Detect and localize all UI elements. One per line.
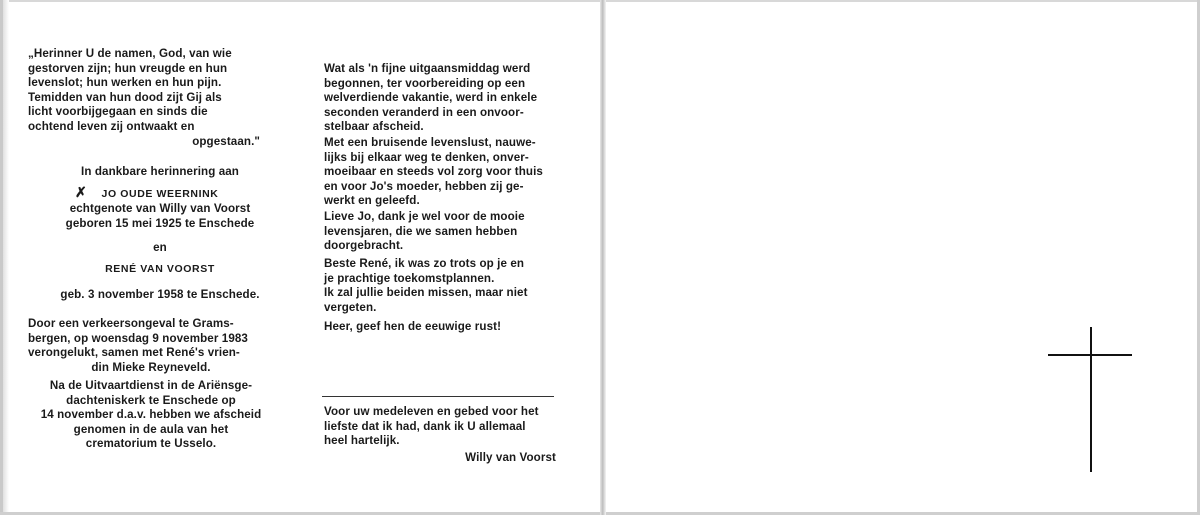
- deceased-name-jo: [40, 184, 280, 202]
- text-line: 14 november d.a.v. hebben we afscheid: [40, 408, 262, 422]
- text-line: doorgebracht.: [324, 239, 404, 253]
- text-line: Met een bruisende levenslust, nauwe-: [324, 136, 536, 149]
- middle-paragraph-2: [324, 136, 564, 209]
- card-fold: [600, 0, 606, 515]
- quote-line: ochtend leven zij ontwaakt en: [28, 119, 195, 133]
- text-line: moeibaar en steeds vol zorg voor thuis: [324, 165, 543, 179]
- text-line: werkt en geleefd.: [324, 194, 420, 208]
- middle-paragraph-4: [324, 257, 564, 315]
- text-line: welverdiende vakantie, werd in enkele: [324, 91, 538, 105]
- cross-horizontal-bar: [1048, 354, 1132, 356]
- text-line: stelbaar afscheid.: [324, 120, 424, 134]
- thanks-paragraph: [324, 405, 564, 449]
- text-line: lijks bij elkaar weg te denken, onver-: [324, 150, 529, 164]
- text-line: Ik zal jullie beiden missen, maar niet: [324, 286, 528, 300]
- text-line: bergen, op woensdag 9 november 1983: [28, 331, 248, 345]
- quote-line: levenslot; hun werken en hun pijn.: [28, 76, 222, 90]
- text-line: verongelukt, samen met René's vrien-: [28, 346, 240, 360]
- text-line: levensjaren, die we samen hebben: [324, 224, 518, 238]
- text-line: din Mieke Reyneveld.: [91, 360, 211, 374]
- funeral-paragraph: [28, 379, 274, 452]
- divider-line: [322, 396, 554, 397]
- cross-icon: [1048, 327, 1132, 472]
- text-line: begonnen, ter voorbereiding op een: [324, 76, 526, 90]
- quote-line: „Herinner U de namen, God, van wie: [28, 47, 232, 60]
- signature: Willy van Voorst: [465, 451, 556, 464]
- text-line: Lieve Jo, dank je wel voor de mooie: [324, 210, 525, 223]
- text-line: genomen in de aula van het: [73, 422, 229, 436]
- middle-paragraph-3: [324, 210, 564, 254]
- text-line: en voor Jo's moeder, hebben zij ge-: [324, 179, 524, 193]
- birth-line-rene: geb. 3 november 1958 te Enschede.: [60, 288, 260, 301]
- accident-paragraph: [28, 317, 274, 375]
- card-edge-shadow: [3, 0, 9, 515]
- text-line: crematorium te Usselo.: [85, 437, 217, 451]
- conjunction: en: [153, 241, 167, 254]
- text-line: Beste René, ik was zo trots op je en: [324, 257, 525, 270]
- text-line: vergeten.: [324, 300, 377, 314]
- text-line: je prachtige toekomstplannen.: [324, 271, 495, 285]
- memory-intro: In dankbare herinnering aan: [81, 165, 239, 178]
- text-line: Voor uw medeleven en gebed voor het: [324, 405, 539, 418]
- spouse-line: echtgenote van Willy van Voorst: [69, 202, 251, 215]
- text-line: heel hartelijk.: [324, 434, 400, 448]
- quote-line: licht voorbijgegaan en sinds die: [28, 105, 208, 119]
- deceased-name-rene: RENÉ VAN VOORST: [105, 263, 215, 275]
- text-line: seconden veranderd in een onvoor-: [324, 105, 524, 119]
- birth-line-jo: geboren 15 mei 1925 te Enschede: [65, 217, 255, 230]
- quote-line-last: opgestaan.": [192, 134, 260, 148]
- text-line: dachteniskerk te Enschede op: [66, 393, 236, 407]
- text-line: liefste dat ik had, dank ik U allemaal: [324, 419, 526, 433]
- cross-vertical-bar: [1090, 327, 1092, 472]
- text-line: Na de Uitvaartdienst in de Ariënsge-: [49, 379, 253, 392]
- deceased-mark-icon: ✗: [75, 184, 88, 200]
- text-line: Heer, geef hen de eeuwige rust!: [324, 320, 502, 333]
- text-line: Wat als 'n fijne uitgaansmiddag werd: [324, 62, 531, 75]
- prayer-line: [324, 320, 564, 335]
- middle-paragraph-1: [324, 62, 564, 135]
- quote-line: gestorven zijn; hun vreugde en hun: [28, 61, 228, 75]
- deceased-name-jo-text: JO OUDE WEERNINK: [101, 188, 219, 200]
- opening-quote: [28, 47, 264, 149]
- text-line: Door een verkeersongeval te Grams-: [28, 317, 234, 330]
- quote-line: Temidden van hun dood zijt Gij als: [28, 90, 222, 104]
